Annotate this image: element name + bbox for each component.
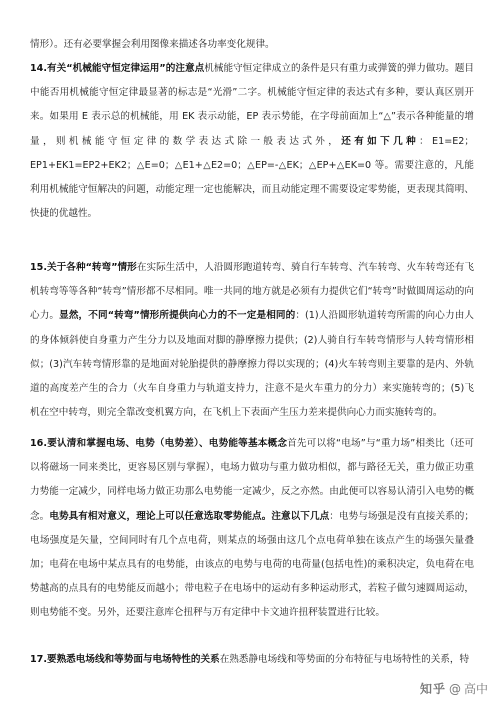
paragraph-14 xyxy=(30,57,474,226)
paragraph-15 xyxy=(30,256,474,425)
text-14c: ：E1=E2；EP1+EK1=EP2+EK2；△E=0；△E1+△E2=0；△EP=-△EK；△EP+△EK=0 等。需要注意的，凡能利用机械能守恒解决的问题，动能定理一定也能解决，而且动能定理不需要设定零势能，更表现其简明、快捷的优越性。 xyxy=(30,135,474,220)
text-15a: 在实际生活中，人沿圆形跑道转弯、骑自行车转弯、汽车转弯、火车转弯还有飞机转弯等等各种“转弯”情形都不尽相同。唯一共同的地方就是必须有力提供它们“转弯”时做圆周运动的向心力。 xyxy=(30,262,474,322)
intro-text: 情形）。还有必要掌握会利用图像来描述各功率变化规律。 xyxy=(30,39,275,50)
zhihu-logo-text: 知乎 xyxy=(419,682,446,696)
heading-16: 16.要认清和掌握电场、电势（电势差）、电势能等基本概念 xyxy=(30,438,288,449)
zhihu-watermark xyxy=(420,680,488,697)
bold-15b: 显然，不同“转弯”情形所提供向心力的不一定是相同的 xyxy=(59,310,296,322)
paragraph-17 xyxy=(30,648,474,672)
text-17a: 在熟悉静电场线和等势面的分布特征与电场特性的关系，特 xyxy=(219,654,470,665)
at-sign: @ xyxy=(448,681,461,696)
heading-17: 17.要熟悉电场线和等势面与电场特性的关系 xyxy=(30,654,220,665)
bold-14b: 还有如下几种 xyxy=(341,135,420,147)
text-16a: 首先可以将“电场”与“重力场”相类比（还可以将磁场一同来类比，更容易区别与掌握），电场力做功与重力做功相似，都与路径无关，重力做正功重力势能一定减少，同样电场力做正功那么电势能一定减少，反之亦然。由此便可以容易认清引入电势的概念。 xyxy=(30,438,474,522)
text-14a: 机械能守恒定律成立的条件是只有重力或弹簧的弹力做功。题目中能否用机械能守恒定律最显著的标志是“光滑”二字。机械能守恒定律的表达式有多种，要认真区别开来。如果用 E 表示总的机械能，用 EK 表示动能，EP 表示势能，在字母前面加上“△”表示各种能量的增量，则机械能守恒定律的数学表达式除一般表达式外， xyxy=(30,63,475,147)
paragraph-intro xyxy=(30,33,474,57)
heading-14: 14.有关“机械能守恒定律运用”的注意点 xyxy=(30,63,205,74)
author-name: 高中 xyxy=(463,682,488,696)
bold-16b: 电势具有相对意义，理论上可以任意选取零势能点。注意以下几点 xyxy=(49,510,330,522)
text-15c: ：(1)人沿圆形轨道转弯所需的向心力由人的身体倾斜使自身重力产生分力以及地面对脚的静摩擦力提供；(2)人骑自行车转弯情形与人转弯情形相似；(3)汽车转弯情形靠的是地面对轮胎提供的静摩擦力得以实现的；(4)火车转弯则主要靠的是内、外轨道的高度差产生的合力（火车自身重力与轨道支持力，注意不是火车重力的分力）来实施转弯的；(5)飞机在空中转弯，则完全靠改变机翼方向，在飞机上下表面产生压力差来提供向心力而实施转弯的。 xyxy=(30,310,474,419)
paragraph-16 xyxy=(30,432,474,626)
heading-15: 15.关于各种“转弯”情形 xyxy=(30,262,137,273)
text-16c: ：电势与场强是没有直接关系的；电场强度是矢量，空间同时有几个点电荷，则某点的场强由这几个点电荷单独在该点产生的场强矢量叠加；电荷在电场中某点具有的电势能，由该点的电势与电荷的电荷量(包括电性)的乘积决定，负电荷在电势越高的点具有的电势能反而越小；带电粒子在电场中的运动有多种运动形式，若粒子做匀速圆周运动，则电势能不变。另外，还要注意库仑扭秤与万有定律中卡文迪许扭秤装置进行比较。 xyxy=(30,510,475,619)
